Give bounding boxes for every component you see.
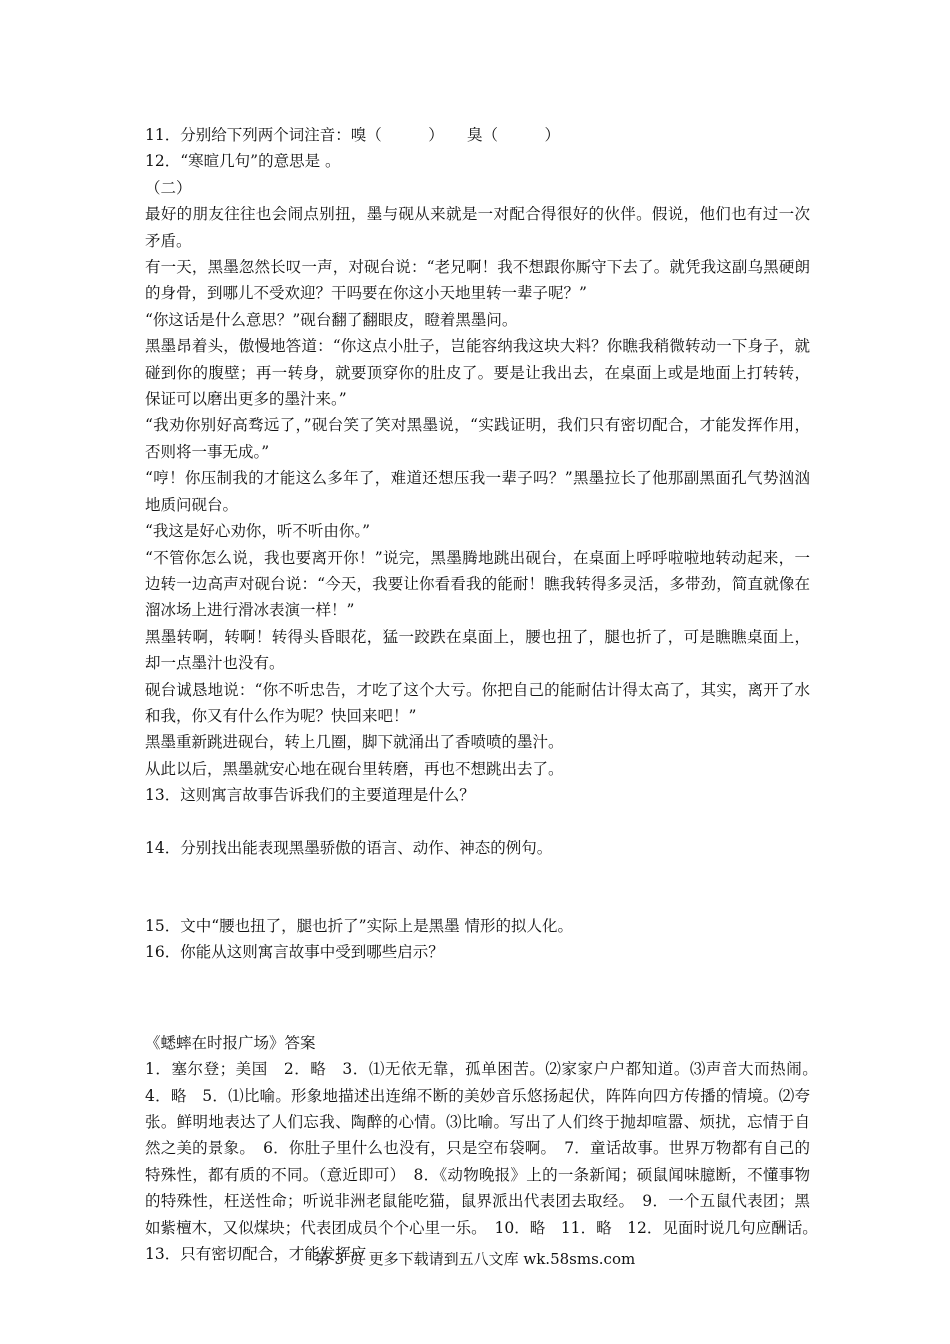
answer-key-title: 《蟋蟀在时报广场》答案	[145, 1033, 316, 1052]
page-content	[145, 122, 826, 1267]
story-paragraph: “我劝你别好高骛远了，”砚台笑了笑对黑墨说，“实践证明，我们只有密切配合，才能发挥作用，否则将一事无成。”	[145, 416, 810, 461]
page-footer: 第 3 页 更多下载请到五八文库 wk.58sms.com	[314, 1250, 636, 1268]
section-heading: （二）	[145, 178, 192, 197]
answer-space	[145, 809, 810, 835]
story-paragraph: 黑墨转啊，转啊！转得头昏眼花，猛一跤跌在桌面上，腰也扭了，腿也折了，可是瞧瞧桌面上，却一点墨汁也没有。	[145, 627, 810, 673]
answer-key-body: 1．塞尔登；美国 2．略 3．⑴无依无靠，孤单困苦。⑵家家户户都知道。⑶声音大而热闹。 4．略 5．⑴比喻。形象地描述出连绵不断的美妙音乐悠扬起伏，阵阵向四方传播的情境。⑵夸张。鲜明地表达了人们忘我、陶醉的心情。⑶比喻。写出了人们终于抛却喧嚣、烦扰，忘情于自然之美的景象。 6．你肚子里什么也没有，只是空布袋啊。 7．童话故事。世界万物都有自己的特殊性，都有质的不同。（意近即可） 8．《动物晚报》上的一条新闻；硕鼠闻味臆断，不懂事物的特殊性，枉送性命；听说非洲老鼠能吃猫，鼠界派出代表团去取经。 9．一个五鼠代表团；黑如紫檀木，又似煤块；代表团成员个个心里一乐。 10．略 11．略 12．见面时说几句应酬话。 13．只有密切配合，才能发挥应	[145, 1060, 826, 1264]
story-paragraph: 最好的朋友往往也会闹点别扭，墨与砚从来就是一对配合得很好的伙伴。假说，他们也有过一次矛盾。	[145, 205, 810, 250]
story-paragraph: “你这话是什么意思？”砚台翻了翻眼皮，瞪着黑墨问。	[145, 310, 518, 329]
story-paragraph: “哼！你压制我的才能这么多年了，难道还想压我一辈子吗？”黑墨拉长了他那副黑面孔气势汹汹地质问砚台。	[145, 469, 810, 514]
story-paragraph: 黑墨重新跳进砚台，转上几圈，脚下就涌出了香喷喷的墨汁。	[145, 733, 564, 752]
question-15: 15．文中“腰也扭了，腿也折了”实际上是黑墨 情形的拟人化。	[145, 916, 574, 935]
question-12: 12．“寒暄几句”的意思是 。	[145, 152, 341, 171]
question-16: 16．你能从这则寓言故事中受到哪些启示？	[145, 943, 444, 962]
answer-key	[145, 1030, 826, 1268]
question-14: 14．分别找出能表现黑墨骄傲的语言、动作、神态的例句。	[145, 838, 553, 857]
story-paragraph: 砚台诚恳地说：“你不听忠告，才吃了这个大亏。你把自己的能耐估计得太高了，其实，离开了水和我，你又有什么作为呢？快回来吧！”	[145, 680, 810, 725]
answer-space	[145, 966, 810, 1030]
story-paragraph: 从此以后，黑墨就安心地在砚台里转磨，再也不想跳出去了。	[145, 759, 564, 778]
story-paragraph: “我这是好心劝你，听不听由你。”	[145, 522, 371, 541]
story-paragraph: 黑墨昂着头，傲慢地答道：“你这点小肚子，岂能容纳我这块大料？你瞧我稍微转动一下身子，就碰到你的腹壁；再一转身，就要顶穿你的肚皮了。要是让我出去，在桌面上或是地面上打转转，保证可以磨出更多的墨汁来。”	[145, 337, 810, 409]
question-13: 13．这则寓言故事告诉我们的主要道理是什么？	[145, 786, 475, 805]
story-paragraph: 有一天，黑墨忽然长叹一声，对砚台说：“老兄啊！我不想跟你厮守下去了。就凭我这副乌黑硬朗的身骨，到哪儿不受欢迎？干吗要在你这小天地里转一辈子呢？”	[145, 258, 810, 303]
story-paragraph: “不管你怎么说，我也要离开你！”说完，黑墨腾地跳出砚台，在桌面上呼呼啦啦地转动起来，一边转一边高声对砚台说：“今天，我要让你看看我的能耐！瞧我转得多灵活，多带劲，简直就像在溜冰场上进行滑冰表演一样！”	[145, 548, 810, 620]
answer-space	[145, 861, 810, 913]
question-11: 11．分别给下列两个词注音：嗅（ ） 臭（ ）	[145, 126, 560, 144]
